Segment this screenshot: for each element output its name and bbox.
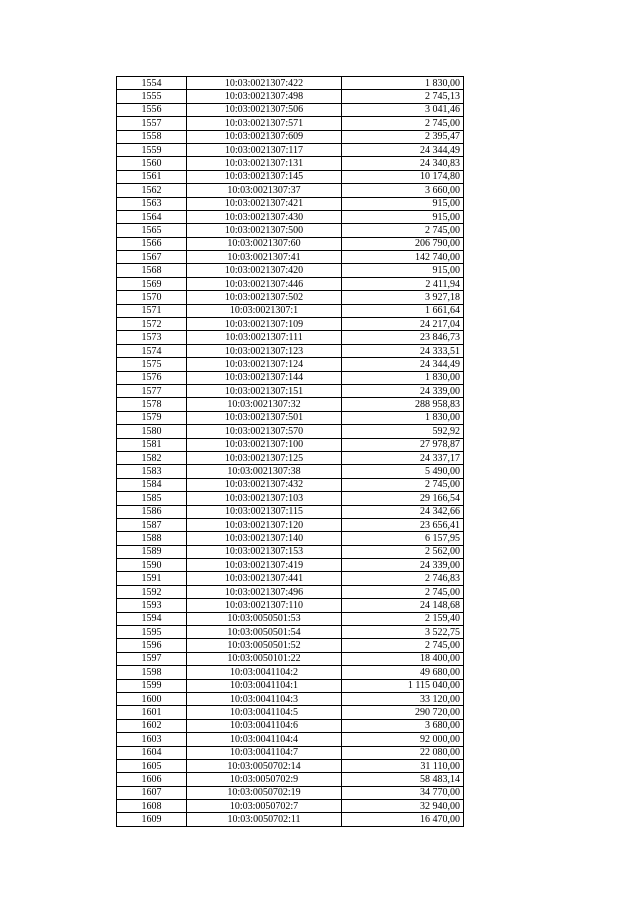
value-cell: 32 940,00 [342,800,464,813]
row-number-cell: 1605 [117,759,187,772]
cadastral-number-cell: 10:03:0050702:14 [187,759,342,772]
table-row [117,639,464,652]
row-number-cell: 1576 [117,371,187,384]
row-number-cell: 1565 [117,224,187,237]
cadastral-number-cell: 10:03:0021307:419 [187,559,342,572]
value-cell: 24 340,83 [342,157,464,170]
table-row [117,143,464,156]
table-row [117,425,464,438]
value-cell: 915,00 [342,264,464,277]
cadastral-number-cell: 10:03:0021307:111 [187,331,342,344]
value-cell: 27 978,87 [342,438,464,451]
row-number-cell: 1569 [117,277,187,290]
cadastral-number-cell: 10:03:0050501:54 [187,626,342,639]
cadastral-number-cell: 10:03:0021307:498 [187,90,342,103]
cadastral-number-cell: 10:03:0021307:32 [187,398,342,411]
value-cell: 10 174,80 [342,170,464,183]
row-number-cell: 1603 [117,733,187,746]
cadastral-number-cell: 10:03:0021307:506 [187,103,342,116]
row-number-cell: 1561 [117,170,187,183]
table-row [117,652,464,665]
table-row [117,264,464,277]
value-cell: 2 159,40 [342,612,464,625]
table-row [117,384,464,397]
row-number-cell: 1563 [117,197,187,210]
row-number-cell: 1582 [117,451,187,464]
row-number-cell: 1572 [117,318,187,331]
parcel-value-table [116,76,464,827]
value-cell: 1 830,00 [342,77,464,90]
table-row [117,518,464,531]
cadastral-number-cell: 10:03:0041104:6 [187,719,342,732]
value-cell: 2 395,47 [342,130,464,143]
table-row [117,666,464,679]
row-number-cell: 1562 [117,184,187,197]
row-number-cell: 1577 [117,384,187,397]
value-cell: 915,00 [342,197,464,210]
table-row [117,103,464,116]
row-number-cell: 1593 [117,599,187,612]
cadastral-number-cell: 10:03:0021307:571 [187,117,342,130]
cadastral-number-cell: 10:03:0021307:430 [187,210,342,223]
value-cell: 2 745,00 [342,639,464,652]
table-row [117,759,464,772]
value-cell: 206 790,00 [342,237,464,250]
cadastral-number-cell: 10:03:0021307:609 [187,130,342,143]
cadastral-number-cell: 10:03:0050702:7 [187,800,342,813]
value-cell: 2 745,00 [342,478,464,491]
value-cell: 6 157,95 [342,532,464,545]
row-number-cell: 1580 [117,425,187,438]
cadastral-number-cell: 10:03:0021307:140 [187,532,342,545]
row-number-cell: 1555 [117,90,187,103]
value-cell: 23 656,41 [342,518,464,531]
table-row [117,77,464,90]
row-number-cell: 1589 [117,545,187,558]
table-row [117,398,464,411]
row-number-cell: 1597 [117,652,187,665]
row-number-cell: 1556 [117,103,187,116]
row-number-cell: 1578 [117,398,187,411]
value-cell: 24 148,68 [342,599,464,612]
table-row [117,371,464,384]
cadastral-number-cell: 10:03:0050702:19 [187,786,342,799]
table-row [117,157,464,170]
row-number-cell: 1557 [117,117,187,130]
table-row [117,786,464,799]
value-cell: 1 830,00 [342,371,464,384]
row-number-cell: 1592 [117,585,187,598]
cadastral-number-cell: 10:03:0021307:131 [187,157,342,170]
table-row [117,545,464,558]
cadastral-number-cell: 10:03:0021307:496 [187,585,342,598]
row-number-cell: 1571 [117,304,187,317]
row-number-cell: 1598 [117,666,187,679]
table-row [117,117,464,130]
cadastral-number-cell: 10:03:0021307:110 [187,599,342,612]
cadastral-number-cell: 10:03:0021307:570 [187,425,342,438]
cadastral-number-cell: 10:03:0041104:2 [187,666,342,679]
cadastral-number-cell: 10:03:0041104:4 [187,733,342,746]
row-number-cell: 1564 [117,210,187,223]
cadastral-number-cell: 10:03:0021307:60 [187,237,342,250]
table-row [117,304,464,317]
value-cell: 3 522,75 [342,626,464,639]
cadastral-number-cell: 10:03:0021307:421 [187,197,342,210]
cadastral-number-cell: 10:03:0021307:500 [187,224,342,237]
value-cell: 592,92 [342,425,464,438]
table-row [117,706,464,719]
table-row [117,90,464,103]
table-row [117,411,464,424]
row-number-cell: 1570 [117,291,187,304]
value-cell: 18 400,00 [342,652,464,665]
cadastral-number-cell: 10:03:0021307:441 [187,572,342,585]
row-number-cell: 1608 [117,800,187,813]
table-row [117,733,464,746]
table-row [117,210,464,223]
table-row [117,505,464,518]
table-row [117,612,464,625]
value-cell: 22 080,00 [342,746,464,759]
cadastral-number-cell: 10:03:0021307:115 [187,505,342,518]
cadastral-number-cell: 10:03:0021307:125 [187,451,342,464]
value-cell: 3 927,18 [342,291,464,304]
cadastral-number-cell: 10:03:0021307:120 [187,518,342,531]
row-number-cell: 1591 [117,572,187,585]
cadastral-number-cell: 10:03:0050501:53 [187,612,342,625]
row-number-cell: 1585 [117,492,187,505]
row-number-cell: 1595 [117,626,187,639]
value-cell: 24 344,49 [342,358,464,371]
cadastral-number-cell: 10:03:0021307:422 [187,77,342,90]
cadastral-number-cell: 10:03:0021307:153 [187,545,342,558]
row-number-cell: 1602 [117,719,187,732]
value-cell: 24 337,17 [342,451,464,464]
cadastral-number-cell: 10:03:0021307:117 [187,143,342,156]
row-number-cell: 1584 [117,478,187,491]
table-row [117,559,464,572]
row-number-cell: 1573 [117,331,187,344]
table-row [117,679,464,692]
table-row [117,170,464,183]
table-row [117,492,464,505]
row-number-cell: 1579 [117,411,187,424]
value-cell: 142 740,00 [342,251,464,264]
value-cell: 24 339,00 [342,559,464,572]
value-cell: 49 680,00 [342,666,464,679]
table-row [117,224,464,237]
table-row [117,626,464,639]
value-cell: 33 120,00 [342,692,464,705]
table-body [117,77,464,827]
table-row [117,719,464,732]
value-cell: 23 846,73 [342,331,464,344]
row-number-cell: 1590 [117,559,187,572]
value-cell: 2 562,00 [342,545,464,558]
row-number-cell: 1560 [117,157,187,170]
table-row [117,237,464,250]
cadastral-number-cell: 10:03:0021307:100 [187,438,342,451]
value-cell: 34 770,00 [342,786,464,799]
row-number-cell: 1601 [117,706,187,719]
row-number-cell: 1604 [117,746,187,759]
table-row [117,692,464,705]
row-number-cell: 1606 [117,773,187,786]
cadastral-number-cell: 10:03:0021307:502 [187,291,342,304]
table-row [117,344,464,357]
row-number-cell: 1607 [117,786,187,799]
table-row [117,277,464,290]
table-row [117,800,464,813]
cadastral-number-cell: 10:03:0021307:501 [187,411,342,424]
cadastral-number-cell: 10:03:0021307:432 [187,478,342,491]
table-row [117,572,464,585]
table-row [117,291,464,304]
row-number-cell: 1596 [117,639,187,652]
table-row [117,773,464,786]
row-number-cell: 1567 [117,251,187,264]
row-number-cell: 1609 [117,813,187,826]
row-number-cell: 1588 [117,532,187,545]
cadastral-number-cell: 10:03:0050501:52 [187,639,342,652]
cadastral-number-cell: 10:03:0021307:41 [187,251,342,264]
cadastral-number-cell: 10:03:0021307:151 [187,384,342,397]
row-number-cell: 1574 [117,344,187,357]
value-cell: 16 470,00 [342,813,464,826]
value-cell: 58 483,14 [342,773,464,786]
value-cell: 1 115 040,00 [342,679,464,692]
value-cell: 2 746,83 [342,572,464,585]
value-cell: 2 745,00 [342,224,464,237]
value-cell: 1 830,00 [342,411,464,424]
value-cell: 29 166,54 [342,492,464,505]
table-row [117,478,464,491]
cadastral-number-cell: 10:03:0021307:420 [187,264,342,277]
row-number-cell: 1583 [117,465,187,478]
cadastral-number-cell: 10:03:0050702:11 [187,813,342,826]
table-row [117,599,464,612]
table-row [117,813,464,826]
table-row [117,438,464,451]
row-number-cell: 1559 [117,143,187,156]
row-number-cell: 1575 [117,358,187,371]
cadastral-number-cell: 10:03:0021307:109 [187,318,342,331]
cadastral-number-cell: 10:03:0021307:145 [187,170,342,183]
value-cell: 24 339,00 [342,384,464,397]
table-row [117,451,464,464]
cadastral-number-cell: 10:03:0021307:103 [187,492,342,505]
table-row [117,251,464,264]
value-cell: 3 660,00 [342,184,464,197]
table-row [117,585,464,598]
row-number-cell: 1568 [117,264,187,277]
cadastral-number-cell: 10:03:0041104:7 [187,746,342,759]
table-row [117,130,464,143]
table-row [117,331,464,344]
cadastral-number-cell: 10:03:0041104:5 [187,706,342,719]
row-number-cell: 1566 [117,237,187,250]
value-cell: 3 041,46 [342,103,464,116]
cadastral-number-cell: 10:03:0021307:1 [187,304,342,317]
cadastral-number-cell: 10:03:0050101:22 [187,652,342,665]
cadastral-number-cell: 10:03:0021307:123 [187,344,342,357]
value-cell: 3 680,00 [342,719,464,732]
value-cell: 288 958,83 [342,398,464,411]
row-number-cell: 1594 [117,612,187,625]
row-number-cell: 1581 [117,438,187,451]
value-cell: 5 490,00 [342,465,464,478]
value-cell: 24 344,49 [342,143,464,156]
value-cell: 92 000,00 [342,733,464,746]
table-row [117,465,464,478]
cadastral-number-cell: 10:03:0050702:9 [187,773,342,786]
value-cell: 31 110,00 [342,759,464,772]
table-row [117,184,464,197]
cadastral-number-cell: 10:03:0021307:446 [187,277,342,290]
cadastral-number-cell: 10:03:0021307:144 [187,371,342,384]
value-cell: 24 333,51 [342,344,464,357]
table-row [117,746,464,759]
value-cell: 290 720,00 [342,706,464,719]
value-cell: 1 661,64 [342,304,464,317]
table-row [117,532,464,545]
value-cell: 2 745,00 [342,117,464,130]
row-number-cell: 1599 [117,679,187,692]
cadastral-number-cell: 10:03:0021307:124 [187,358,342,371]
cadastral-number-cell: 10:03:0021307:37 [187,184,342,197]
value-cell: 24 342,66 [342,505,464,518]
row-number-cell: 1587 [117,518,187,531]
table-row [117,358,464,371]
value-cell: 915,00 [342,210,464,223]
row-number-cell: 1554 [117,77,187,90]
row-number-cell: 1586 [117,505,187,518]
cadastral-number-cell: 10:03:0021307:38 [187,465,342,478]
table-row [117,318,464,331]
value-cell: 2 745,13 [342,90,464,103]
row-number-cell: 1600 [117,692,187,705]
value-cell: 24 217,04 [342,318,464,331]
value-cell: 2 745,00 [342,585,464,598]
value-cell: 2 411,94 [342,277,464,290]
cadastral-number-cell: 10:03:0041104:1 [187,679,342,692]
cadastral-number-cell: 10:03:0041104:3 [187,692,342,705]
table-row [117,197,464,210]
row-number-cell: 1558 [117,130,187,143]
